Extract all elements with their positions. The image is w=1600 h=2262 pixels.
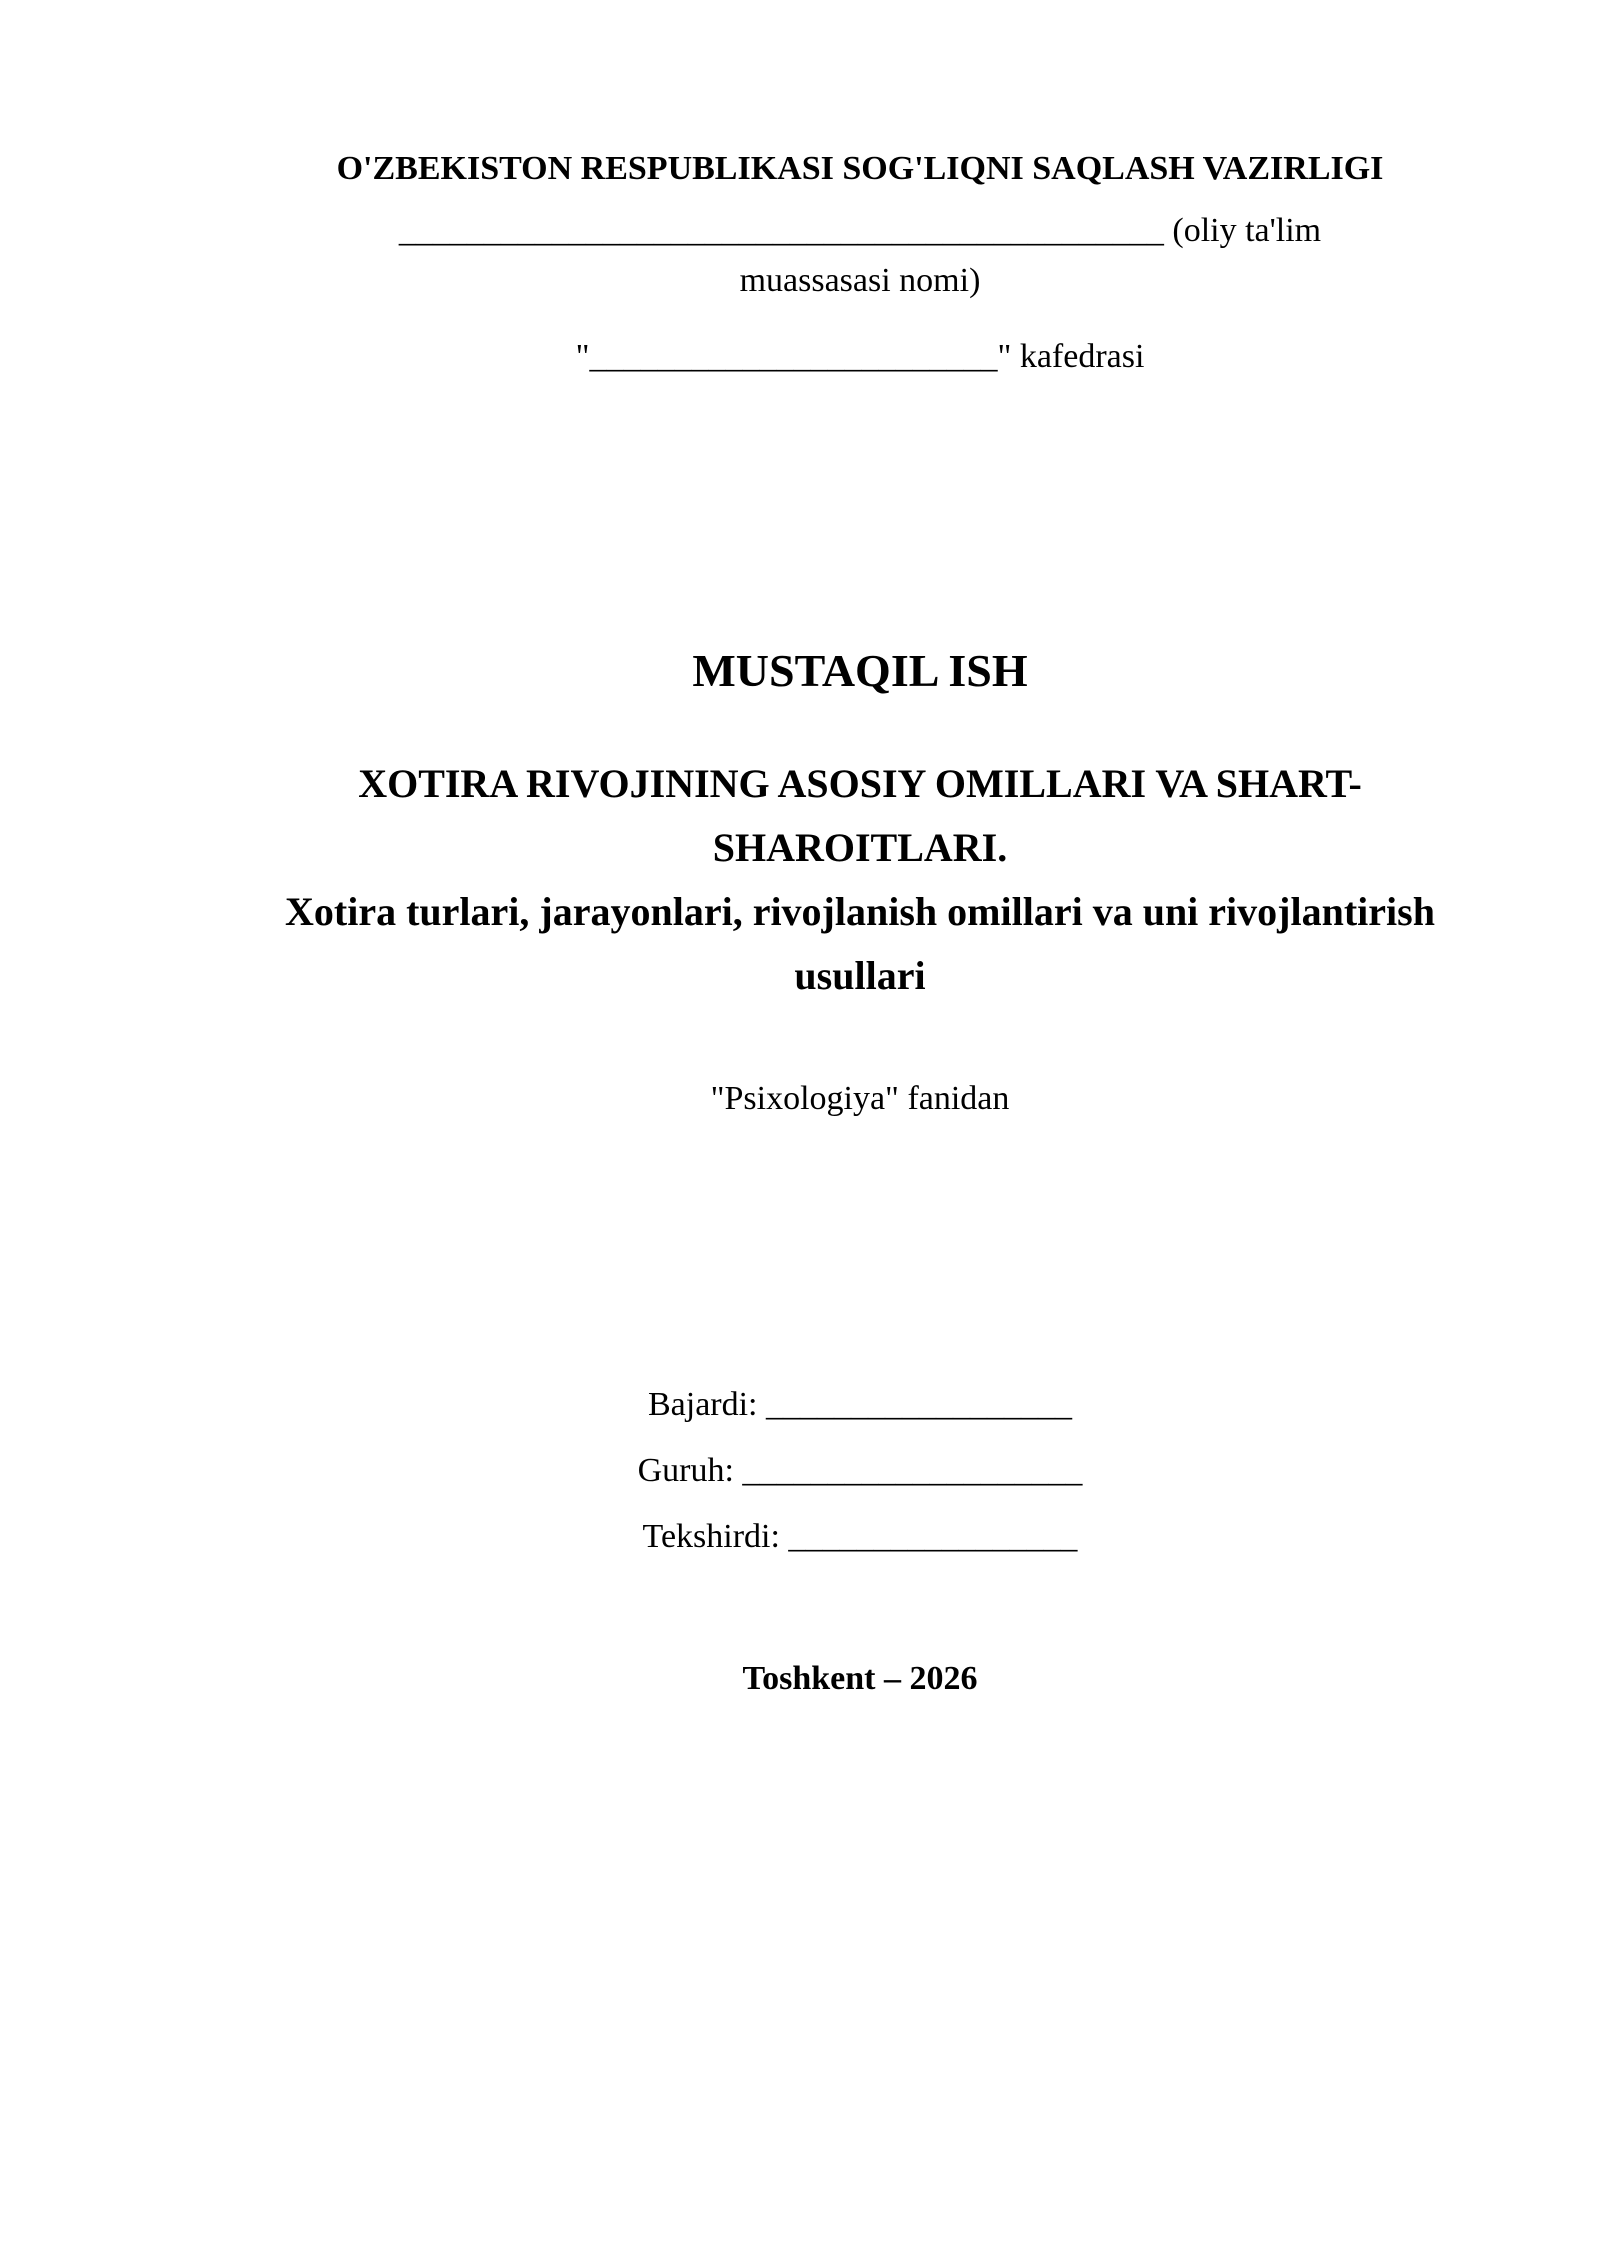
- ministry-name: O'ZBEKISTON RESPUBLIKASI SOG'LIQNI SAQLASH VAZIRLIGI: [336, 150, 1384, 187]
- topic-subtitle-line-2: usullari: [794, 953, 926, 998]
- subject-name: "Psixologiya" fanidan: [710, 1080, 1010, 1117]
- city-year: Toshkent – 2026: [742, 1660, 978, 1697]
- topic-title-line-1: XOTIRA RIVOJINING ASOSIY OMILLARI VA SHART-: [358, 761, 1362, 806]
- performed-by-field: Bajardi: __________________: [647, 1386, 1073, 1423]
- department-name: "________________________" kafedrasi: [575, 338, 1145, 375]
- checked-by-field: Tekshirdi: _________________: [642, 1518, 1078, 1555]
- document-type-title: MUSTAQIL ISH: [692, 645, 1028, 696]
- topic-title-line-2: SHAROITLARI.: [712, 825, 1008, 870]
- group-field: Guruh: ____________________: [637, 1452, 1083, 1489]
- institution-name-line-2: muassasasi nomi): [739, 262, 981, 299]
- institution-name-line-1: _____________________________________________ (oliy ta'lim: [398, 212, 1322, 249]
- topic-subtitle-line-1: Xotira turlari, jarayonlari, rivojlanish omillari va uni rivojlantirish: [285, 889, 1435, 934]
